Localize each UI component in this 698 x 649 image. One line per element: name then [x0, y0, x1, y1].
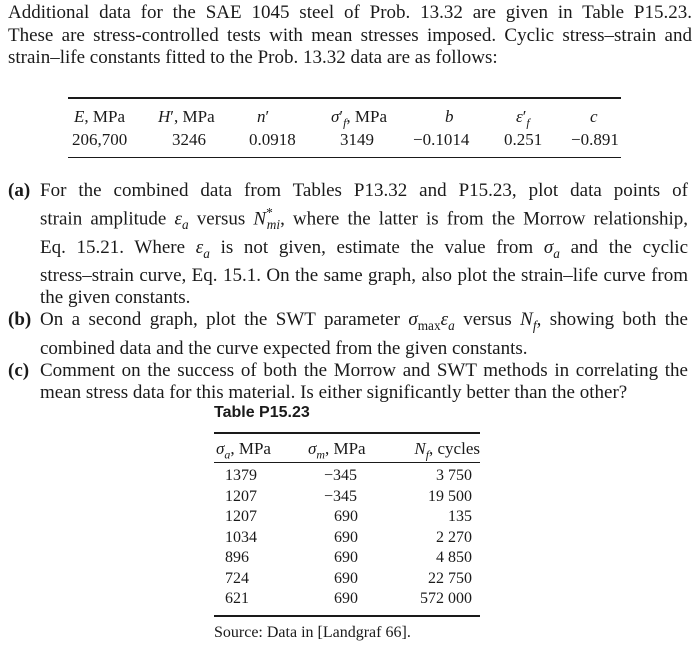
constants-table — [68, 97, 621, 158]
data-table-body — [214, 463, 480, 615]
intro-line: strain–life constants fitted to the Prob. 13.32 data are as follows: — [8, 47, 498, 68]
header-sigma-m: $\sigma_m$, MPa — [308, 439, 366, 462]
intro-paragraph — [8, 2, 692, 70]
table-row — [214, 529, 480, 550]
question-line: mean stress data for this material. Is either significantly better than the other? — [40, 382, 628, 404]
table-row — [214, 570, 480, 591]
cell-sigma-m: 690 — [334, 569, 358, 587]
question-line: On a second graph, plot the SWT parameter $\sigma_{max}\varepsilon_a$ versus $N_f$, showing both the — [40, 309, 688, 334]
question-line: combined data and the curve expected from the given constants. — [40, 337, 528, 359]
question-line: strain amplitude $\varepsilon_a$ versus $N^*_{mi}$, where the latter is from the Morrow relationship, — [40, 205, 688, 233]
intro-line: These are stress-controlled tests with mean stresses imposed. Cyclic stress–strain and — [8, 24, 692, 46]
question-tag: (a) — [8, 180, 31, 201]
cell-nf: 135 — [448, 508, 472, 525]
table-row — [214, 467, 480, 488]
const-header-c: c — [590, 107, 598, 126]
const-header-epsf: $\varepsilon'_f$ — [516, 107, 530, 130]
cell-nf: 3 750 — [436, 467, 472, 484]
const-value-sigmaf: 3149 — [340, 130, 374, 149]
cell-sigma-a: 1379 — [225, 467, 257, 484]
questions-list — [8, 180, 688, 404]
const-header-sigmaf: $\sigma'_f$, MPa — [331, 107, 388, 130]
table-caption: Table P15.23 — [214, 404, 310, 421]
cell-sigma-a: 896 — [225, 549, 249, 566]
cell-sigma-m: 690 — [334, 508, 358, 525]
intro-line: Additional data for the SAE 1045 steel of Prob. 13.32 are given in Table P15.23. — [8, 2, 692, 23]
cell-nf: 2 270 — [436, 528, 472, 546]
question-tag: (c) — [8, 359, 30, 381]
cell-nf: 19 500 — [428, 487, 472, 505]
table-row — [214, 488, 480, 509]
question-b — [8, 309, 688, 359]
cell-nf: 22 750 — [428, 569, 472, 587]
cell-sigma-a: 1034 — [225, 528, 257, 546]
header-nf: $N_f$, cycles — [414, 439, 480, 462]
data-table-bottom-rule — [214, 615, 480, 617]
question-line: the given constants. — [40, 287, 191, 309]
cell-nf: 4 850 — [436, 549, 472, 566]
cell-sigma-m: −345 — [324, 487, 358, 505]
cell-sigma-m: −345 — [324, 467, 358, 484]
cell-sigma-a: 1207 — [225, 508, 257, 525]
question-line: Comment on the success of both the Morrow and SWT methods in correlating the — [40, 359, 688, 381]
const-header-n: n′ — [257, 107, 270, 126]
const-header-b: b — [445, 107, 454, 126]
header-sigma-a: $\sigma_a$, MPa — [216, 439, 271, 462]
table-row — [214, 549, 480, 570]
cell-sigma-m: 690 — [334, 549, 358, 566]
cell-sigma-m: 690 — [334, 590, 358, 607]
question-line: Eq. 15.21. Where $\varepsilon_a$ is not given, estimate the value from $\sigma_a$ and the cyclic — [40, 236, 689, 261]
table-row — [214, 508, 480, 529]
cell-nf: 572 000 — [420, 590, 472, 607]
question-c — [8, 360, 688, 405]
table-source: Source: Data in [Landgraf 66]. — [214, 624, 411, 641]
cell-sigma-m: 690 — [334, 528, 358, 546]
const-value-b: −0.1014 — [413, 130, 470, 149]
const-header-H: H′, MPa — [158, 107, 215, 126]
question-line: For the combined data from Tables P13.32 and P15.23, plot data points of — [40, 180, 688, 201]
cell-sigma-a: 621 — [225, 590, 249, 607]
constants-table-bottom-rule — [68, 157, 621, 158]
table-row — [214, 590, 480, 611]
const-value-n: 0.0918 — [249, 130, 296, 149]
cell-sigma-a: 724 — [225, 569, 249, 587]
question-a — [8, 180, 688, 309]
const-header-E: E, MPa — [74, 107, 126, 126]
const-value-epsf: 0.251 — [504, 130, 543, 149]
question-tag: (b) — [8, 309, 32, 331]
const-value-H: 3246 — [172, 130, 206, 149]
data-table-header — [214, 434, 480, 462]
const-value-E: 206,700 — [72, 130, 128, 149]
data-table — [214, 432, 480, 617]
question-line: stress–strain curve, Eq. 15.1. On the same graph, also plot the strain–life curve from — [40, 264, 688, 286]
const-value-c: −0.891 — [571, 130, 619, 149]
cell-sigma-a: 1207 — [225, 487, 257, 505]
